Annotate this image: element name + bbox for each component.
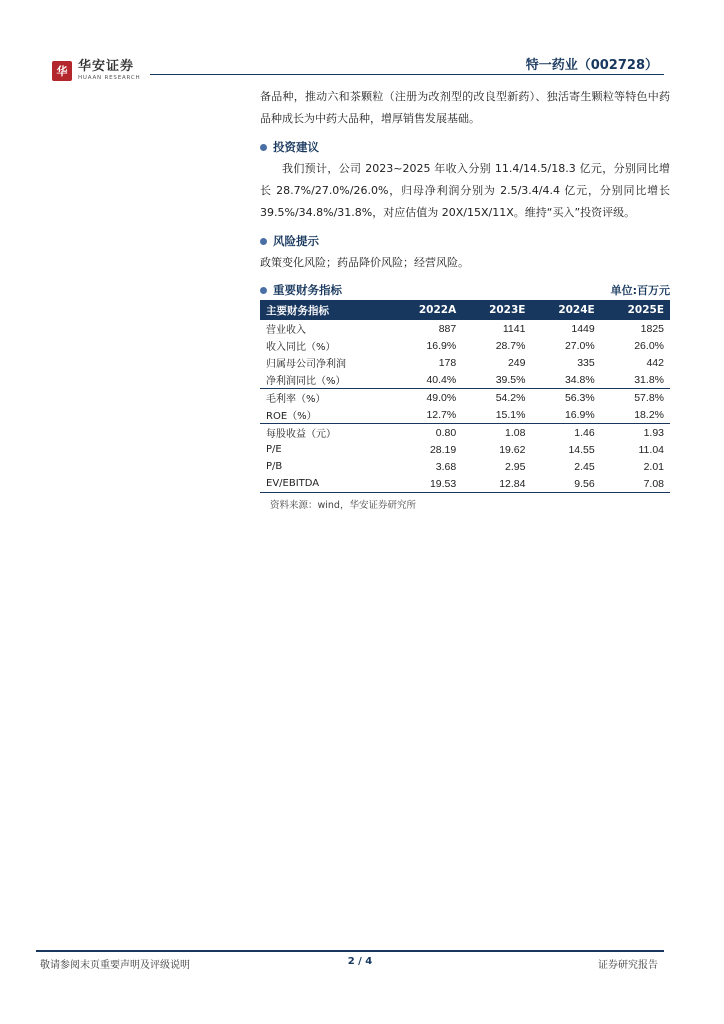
table-cell: 19.53: [392, 475, 463, 493]
table-cell: 54.2%: [462, 389, 531, 407]
table-cell: 178: [438, 356, 457, 369]
table-cell: 28.19: [429, 443, 457, 456]
section-heading-text: 风险提示: [273, 234, 319, 248]
table-cell: 335: [577, 356, 595, 369]
logo-name-cn: 华安证券: [78, 59, 135, 74]
table-cell: 57.8%: [601, 389, 670, 407]
section-heading-text: 投资建议: [273, 140, 319, 154]
row-label: 毛利率（%）: [260, 389, 392, 407]
source-note: 资料来源：wind，华安证券研究所: [270, 500, 416, 511]
bullet-icon: [260, 238, 267, 245]
report-header-title: 特一药业（002728）: [525, 58, 658, 73]
table-row: [260, 424, 670, 442]
page-number: 2 / 4: [347, 956, 373, 967]
section-heading-risk: [260, 230, 670, 252]
report-body: [260, 86, 670, 511]
table-cell: 12.84: [462, 475, 531, 493]
table-cell: 1141: [502, 322, 526, 335]
row-label: P/E: [266, 444, 282, 455]
column-header: 2025E: [627, 304, 664, 316]
row-label: ROE（%）: [266, 411, 317, 422]
intro-paragraph: 备品种，推动六和茶颗粒（注册为改剂型的改良型新药）、独活寄生颗粒等特色中药品种成长为中药大品种，增厚销售发展基础。: [260, 90, 670, 125]
logo-seal-icon: 华: [52, 61, 72, 81]
table-cell: 9.56: [531, 475, 600, 493]
logo-name-en: HUAAN RESEARCH: [78, 75, 141, 81]
column-header: 2023E: [489, 304, 526, 316]
table-cell: 49.0%: [392, 389, 463, 407]
table-cell: 1449: [571, 322, 595, 335]
table-cell: 887: [438, 322, 457, 335]
table-row: [260, 458, 670, 475]
table-cell: 31.8%: [634, 373, 664, 386]
footer-report-type: 证券研究报告: [598, 960, 658, 971]
table-cell: 0.80: [392, 424, 463, 442]
financials-heading-row: [260, 280, 670, 300]
table-cell: 15.1%: [495, 408, 526, 421]
table-cell: 11.04: [638, 443, 664, 456]
table-cell: 18.2%: [634, 408, 664, 421]
row-label: 归属母公司净利润: [266, 359, 346, 370]
header-divider: [150, 74, 664, 75]
table-cell: 2.01: [643, 460, 664, 473]
table-cell: 249: [507, 356, 526, 369]
table-cell: 14.55: [568, 443, 595, 456]
row-label: 营业收入: [266, 325, 306, 336]
table-cell: 26.0%: [634, 339, 664, 352]
table-cell: 39.5%: [495, 373, 526, 386]
company-logo: [52, 60, 140, 82]
table-cell: 56.3%: [531, 389, 600, 407]
table-header-row: [260, 300, 670, 320]
table-cell: 34.8%: [564, 373, 595, 386]
table-cell: 1825: [640, 322, 664, 335]
footer-divider: [36, 950, 664, 952]
bullet-icon: [260, 144, 267, 151]
footer-disclaimer: 敬请参阅末页重要声明及评级说明: [40, 960, 190, 971]
table-cell: 16.9%: [426, 339, 457, 352]
risk-paragraph: 政策变化风险；药品降价风险；经营风险。: [260, 256, 469, 269]
table-cell: 1.46: [531, 424, 600, 442]
column-header: 主要财务指标: [266, 304, 329, 317]
table-cell: 1.93: [601, 424, 670, 442]
section-heading-investment: [260, 136, 670, 158]
table-cell: 16.9%: [564, 408, 595, 421]
table-row: [260, 320, 670, 337]
table-cell: 19.62: [499, 443, 526, 456]
table-cell: 28.7%: [495, 339, 526, 352]
investment-paragraph: 我们预计，公司 2023~2025 年收入分别 11.4/14.5/18.3 亿元，分别同比增长 28.7%/27.0%/26.0%，归母净利润分别为 2.5/3.4/4.4 亿元，分别同比增长 39.5%/34.8%/31.8%，对应估值为 20X/15X/11X。维持“买入”投资评级。: [260, 162, 670, 219]
financials-table: [260, 300, 670, 493]
row-label: 每股收益（元）: [260, 424, 392, 442]
table-cell: 12.7%: [426, 408, 457, 421]
table-cell: 3.68: [435, 460, 457, 473]
column-header: 2022A: [418, 304, 457, 316]
table-cell: 40.4%: [426, 373, 457, 386]
table-row: [260, 371, 670, 389]
table-row: [260, 389, 670, 407]
table-row: [260, 406, 670, 424]
section-heading-text: 重要财务指标: [273, 283, 342, 297]
section-heading-financials: [260, 279, 342, 301]
row-label: 净利润同比（%）: [266, 376, 346, 387]
table-row: [260, 475, 670, 493]
table-row: [260, 337, 670, 354]
table-cell: 1.08: [462, 424, 531, 442]
table-cell: 442: [646, 356, 664, 369]
row-label: EV/EBITDA: [260, 475, 392, 493]
table-cell: 2.45: [574, 460, 595, 473]
table-cell: 7.08: [601, 475, 670, 493]
table-row: [260, 441, 670, 458]
row-label: 收入同比（%）: [266, 342, 336, 353]
table-cell: 2.95: [505, 460, 526, 473]
bullet-icon: [260, 287, 267, 294]
table-cell: 27.0%: [564, 339, 595, 352]
table-row: [260, 354, 670, 371]
unit-label: 单位:百万元: [610, 284, 670, 297]
row-label: P/B: [266, 461, 283, 472]
column-header: 2024E: [558, 304, 595, 316]
